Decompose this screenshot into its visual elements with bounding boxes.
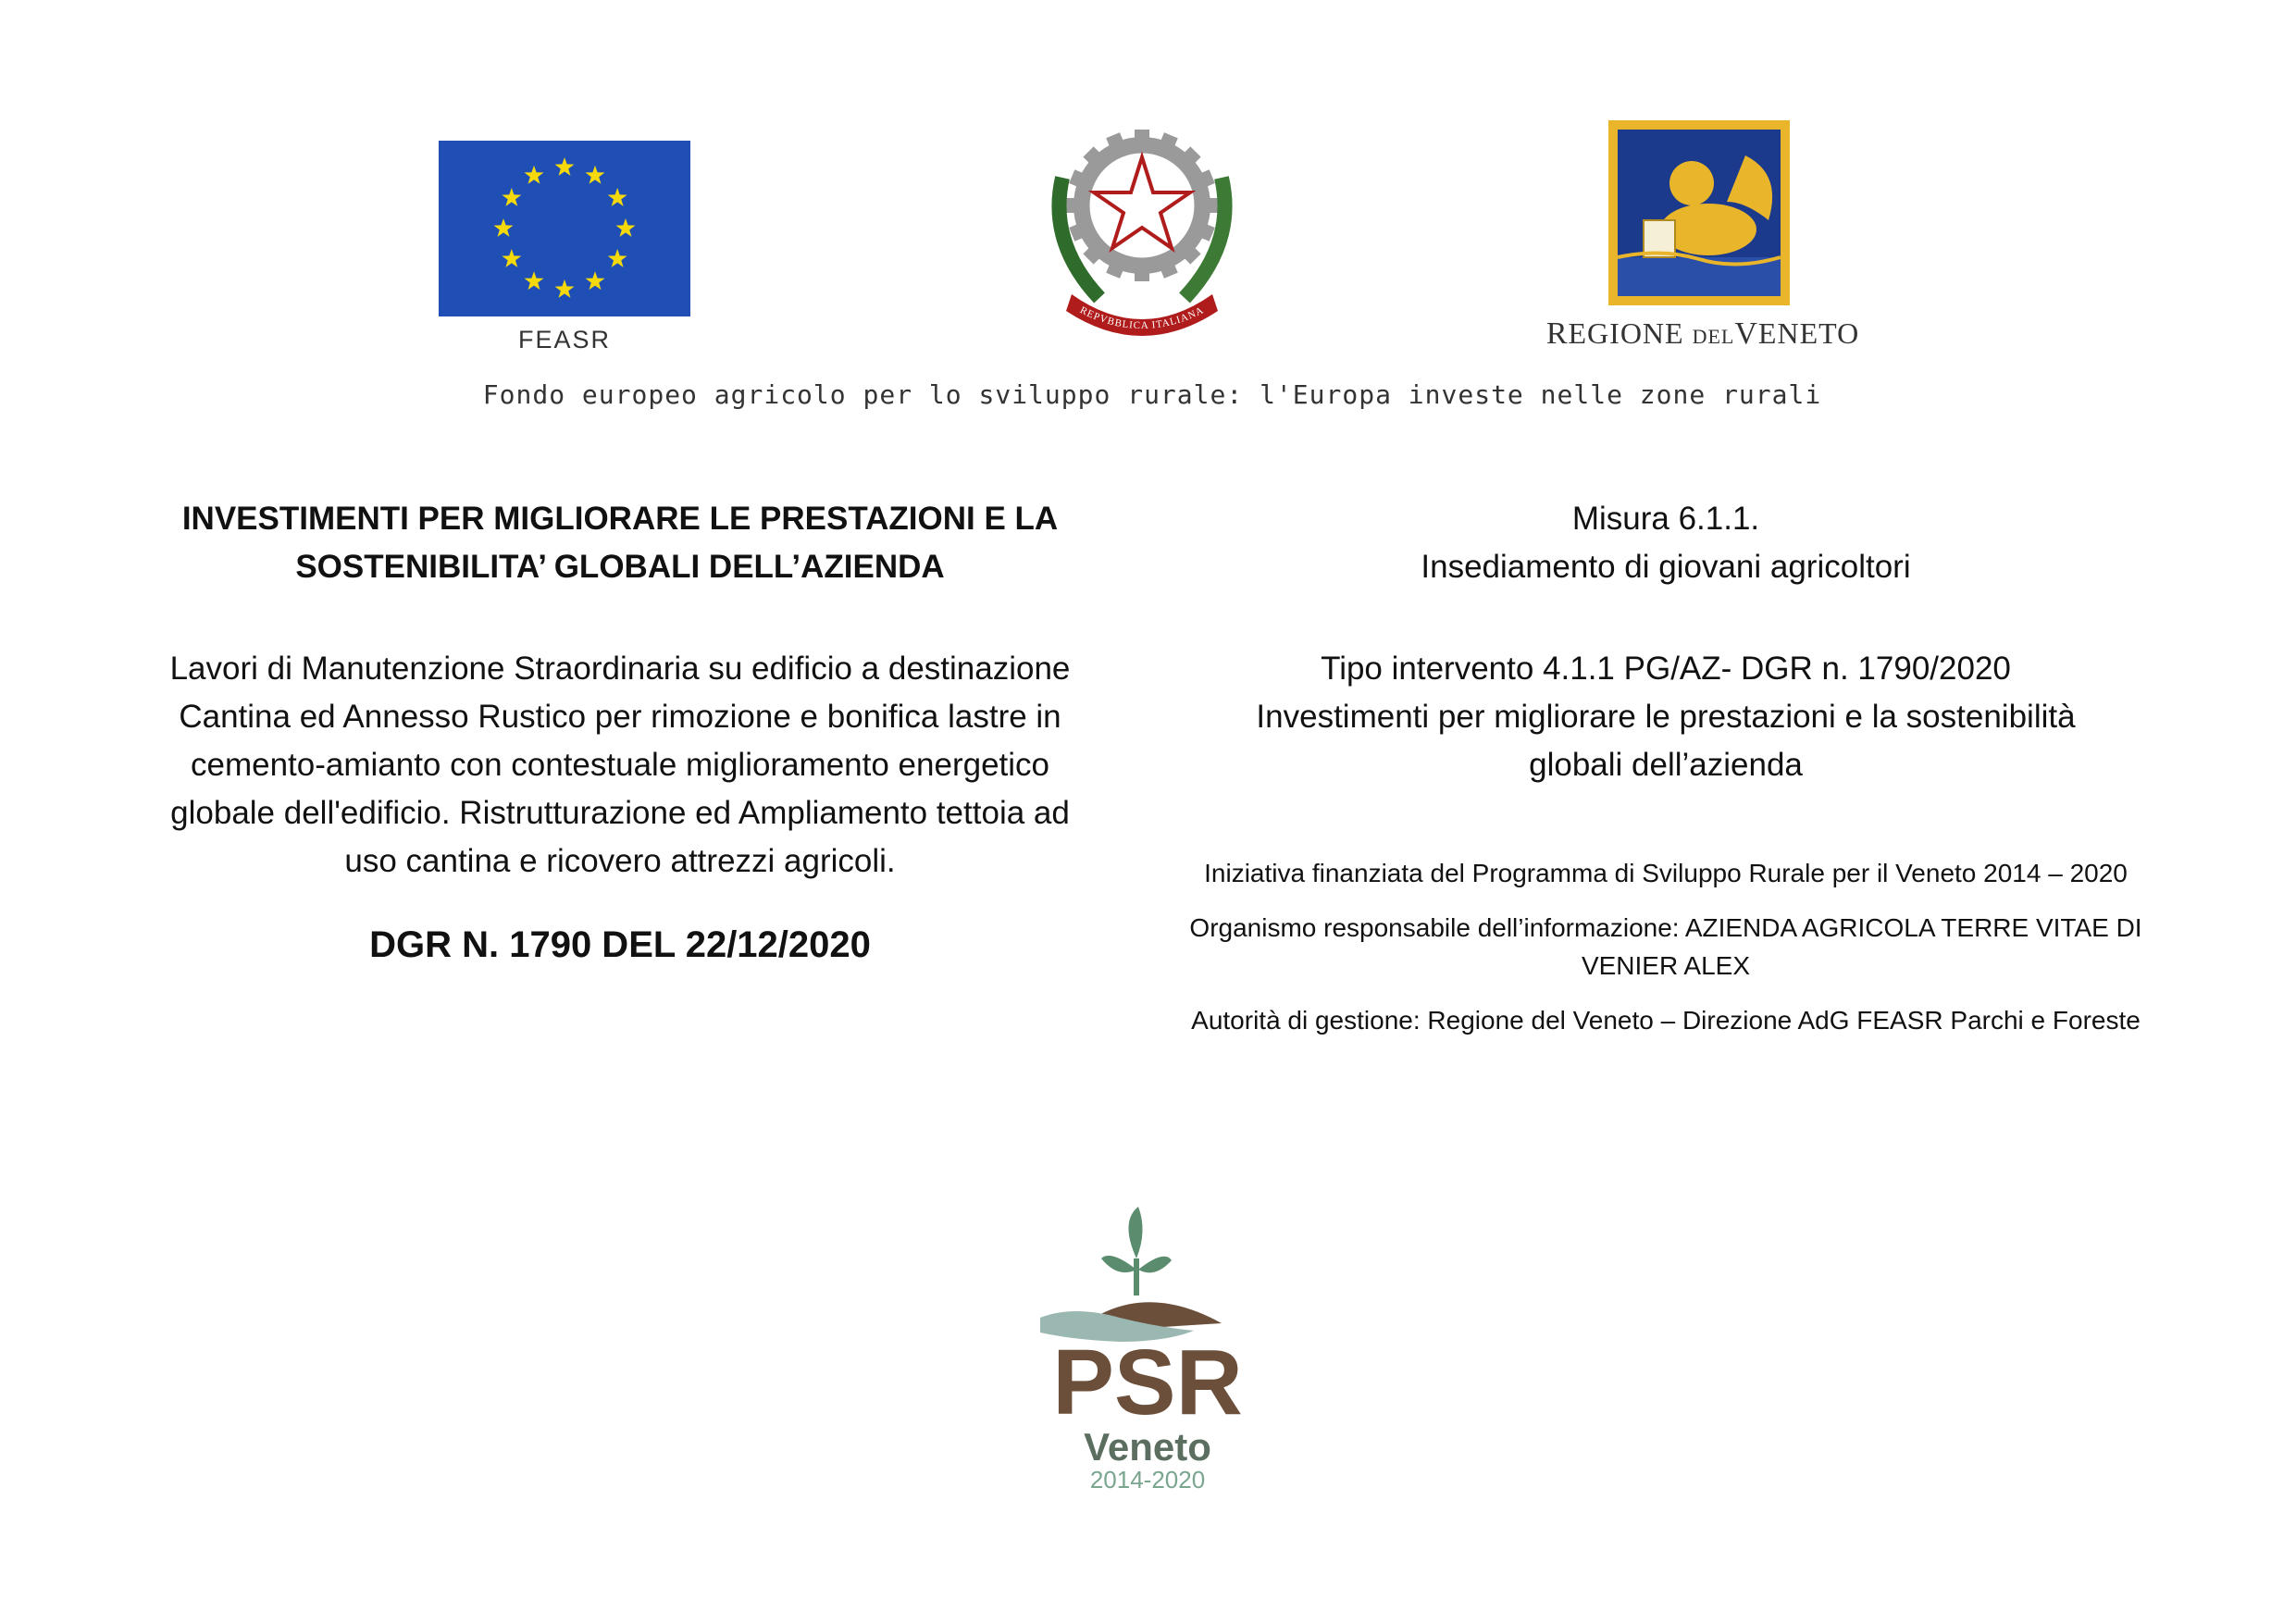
- organismo-text: Organismo responsabile dell’informazione: AZIENDA AGRICOLA TERRE VITAE DI VENIER ALEX: [1189, 913, 2142, 980]
- svg-text:REPVBBLICA ITALIANA: [1078, 304, 1206, 331]
- regione-veneto-label: REGIONE DELVENETO: [1545, 316, 1860, 351]
- psr-logo-text: PSR: [1052, 1331, 1243, 1434]
- tipo-intervento: Tipo intervento 4.1.1 PG/AZ- DGR n. 1790/2020 Investimenti per migliorare le prestazioni e la sostenibilità globali dell’azienda: [1256, 651, 2076, 783]
- autorita-text: Autorità di gestione: Regione del Veneto – Direzione AdG FEASR Parchi e Foreste: [1191, 1006, 2141, 1035]
- eu-flag-logo: [439, 141, 690, 316]
- feasr-label: FEASR: [517, 326, 612, 353]
- regione-veneto-coat-of-arms: [1607, 118, 1792, 307]
- psr-veneto-logo: [1036, 1203, 1259, 1499]
- misura-label: Misura 6.1.1.: [1571, 501, 1760, 537]
- project-title: INVESTIMENTI PER MIGLIORARE LE PRESTAZIONI E LA SOSTENIBILITA’ GLOBALI DELL’AZIENDA: [181, 501, 1059, 585]
- psr-region-text: Veneto: [1084, 1425, 1211, 1469]
- lion-head: [1669, 161, 1714, 205]
- right-column: [1148, 495, 2184, 1056]
- left-column: [93, 495, 1148, 971]
- misura-description: Insediamento di giovani agricoltori: [1421, 549, 1911, 585]
- fund-tagline: Fondo europeo agricolo per lo sviluppo rurale: l'Europa investe nelle zone rurali: [482, 379, 1822, 410]
- dgr-reference: DGR N. 1790 DEL 22/12/2020: [369, 924, 871, 965]
- funding-info: [1148, 854, 2184, 1039]
- emblem-ribbon-text: REPVBBLICA ITALIANA: [1077, 304, 1207, 332]
- psr-years-text: 2014-2020: [1089, 1466, 1206, 1494]
- project-description: Lavori di Manutenzione Straordinaria su edificio a destinazione Cantina ed Annesso Rustico per rimozione e bonifica lastre in cemento-amianto con contestuale miglioramento energetico globale dell'edificio. Ristrutturazione ed Ampliamento tettoia ad uso cantina e ricovero attrezzi agricoli.: [169, 651, 1071, 879]
- sprout-leaf-icon: [1128, 1207, 1142, 1258]
- italian-republic-emblem: [1035, 113, 1249, 344]
- iniziativa-text: Iniziativa finanziata del Programma di Sviluppo Rurale per il Veneto 2014 – 2020: [1204, 859, 2128, 887]
